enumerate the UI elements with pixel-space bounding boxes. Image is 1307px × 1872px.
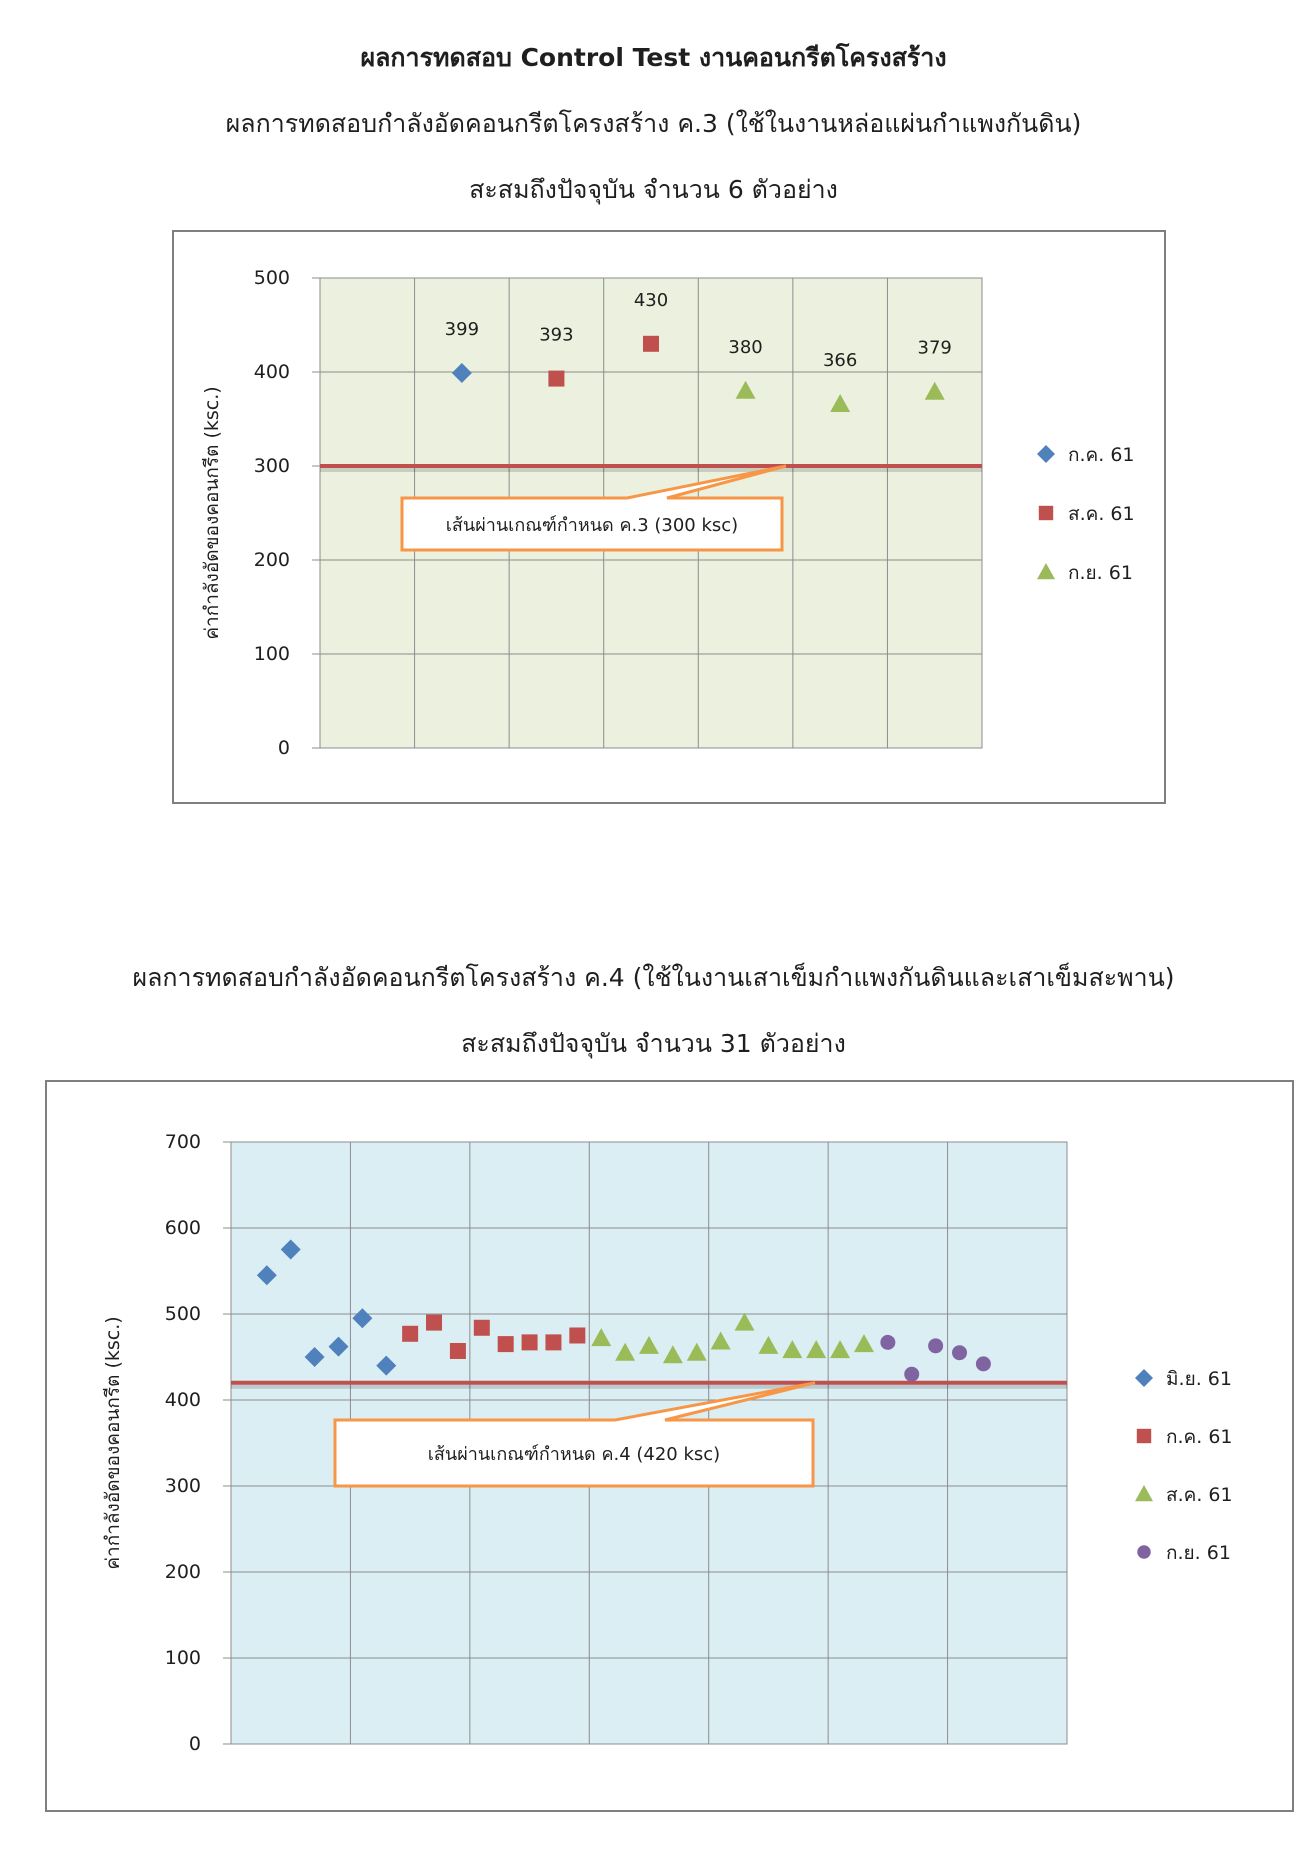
chart1-legend-label: ก.ย. 61 bbox=[1068, 562, 1133, 584]
chart2-point bbox=[952, 1345, 967, 1360]
chart2-frame bbox=[45, 1080, 1294, 1812]
chart2-ytick-label: 600 bbox=[164, 1217, 201, 1239]
chart2-point bbox=[522, 1334, 538, 1350]
chart1-threshold-callout-label: เส้นผ่านเกณฑ์กำหนด ค.3 (300 ksc) bbox=[445, 515, 739, 536]
chart1-legend-marker bbox=[1037, 563, 1055, 579]
chart1-data-label: 366 bbox=[822, 349, 858, 371]
chart2-legend-marker bbox=[1135, 1369, 1153, 1387]
chart2-ytick-label: 400 bbox=[164, 1389, 201, 1411]
chart2-legend-marker bbox=[1137, 1429, 1151, 1443]
chart1-ytick-label: 200 bbox=[253, 549, 290, 571]
chart2-point bbox=[474, 1320, 490, 1336]
chart2-point bbox=[426, 1315, 442, 1331]
chart2-y-axis-label: ค่ากำลังอัดของคอนกรีต (ksc.) bbox=[102, 1316, 124, 1570]
chart2-legend-label: ส.ค. 61 bbox=[1166, 1484, 1233, 1506]
chart2-ytick-label: 100 bbox=[164, 1647, 201, 1669]
chart1-legend-label: ส.ค. 61 bbox=[1068, 503, 1135, 525]
chart1-legend-label: ก.ค. 61 bbox=[1068, 444, 1135, 466]
chart1-svg bbox=[174, 232, 1164, 802]
chart2-title: ผลการทดสอบกำลังอัดคอนกรีตโครงสร้าง ค.4 (ใช้ในงานเสาเข็มกำแพงกันดินและเสาเข็มสะพาน) bbox=[132, 963, 1175, 992]
chart2-legend-label: ก.ย. 61 bbox=[1166, 1542, 1231, 1564]
chart2-point bbox=[569, 1328, 585, 1344]
chart2-ytick-label: 500 bbox=[164, 1303, 201, 1325]
chart1-data-label: 379 bbox=[917, 337, 952, 359]
chart2-legend-marker bbox=[1137, 1545, 1151, 1559]
chart2-subtitle: สะสมถึงปัจจุบัน จำนวน 31 ตัวอย่าง bbox=[461, 1029, 846, 1058]
chart2-point bbox=[880, 1335, 895, 1350]
chart2-svg bbox=[47, 1082, 1292, 1810]
chart2-legend-label: ก.ค. 61 bbox=[1166, 1426, 1233, 1448]
chart1-legend-marker bbox=[1037, 445, 1055, 463]
chart2-point bbox=[498, 1336, 514, 1352]
chart1-data-label: 399 bbox=[444, 318, 480, 340]
chart1-frame bbox=[172, 230, 1166, 804]
chart1-point bbox=[548, 371, 564, 387]
chart2-ytick-label: 0 bbox=[188, 1733, 201, 1755]
chart1-title: ผลการทดสอบกำลังอัดคอนกรีตโครงสร้าง ค.3 (ใช้ในงานหล่อแผ่นกำแพงกันดิน) bbox=[225, 109, 1082, 138]
chart1-subtitle: สะสมถึงปัจจุบัน จำนวน 6 ตัวอย่าง bbox=[469, 175, 838, 204]
chart2-legend-marker bbox=[1135, 1485, 1153, 1501]
chart1-point bbox=[643, 336, 659, 352]
chart2-ytick-label: 200 bbox=[164, 1561, 201, 1583]
chart2-point bbox=[402, 1326, 418, 1342]
chart1-ytick-label: 400 bbox=[253, 361, 290, 383]
chart1-y-axis-label: ค่ากำลังอัดของคอนกรีต (ksc.) bbox=[201, 386, 223, 640]
chart1-data-label: 380 bbox=[728, 336, 763, 358]
chart2-point bbox=[450, 1343, 466, 1359]
chart2-point bbox=[904, 1367, 919, 1382]
chart1-data-label: 393 bbox=[539, 324, 574, 346]
chart2-threshold-callout-label: เส้นผ่านเกณฑ์กำหนด ค.4 (420 ksc) bbox=[427, 1444, 721, 1465]
chart1-legend-marker bbox=[1039, 506, 1053, 520]
chart2-ytick-label: 700 bbox=[164, 1131, 201, 1153]
page-title: ผลการทดสอบ Control Test งานคอนกรีตโครงสร้าง bbox=[360, 43, 947, 72]
chart1-data-label: 430 bbox=[633, 289, 669, 311]
chart2-point bbox=[545, 1334, 561, 1350]
chart2-ytick-label: 300 bbox=[164, 1475, 201, 1497]
chart1-ytick-label: 500 bbox=[253, 267, 290, 289]
chart2-point bbox=[976, 1356, 991, 1371]
chart2-point bbox=[928, 1338, 943, 1353]
chart2-legend-label: มิ.ย. 61 bbox=[1166, 1368, 1232, 1390]
chart1-ytick-label: 100 bbox=[253, 643, 290, 665]
chart1-ytick-label: 300 bbox=[253, 455, 290, 477]
chart1-ytick-label: 0 bbox=[277, 737, 290, 759]
